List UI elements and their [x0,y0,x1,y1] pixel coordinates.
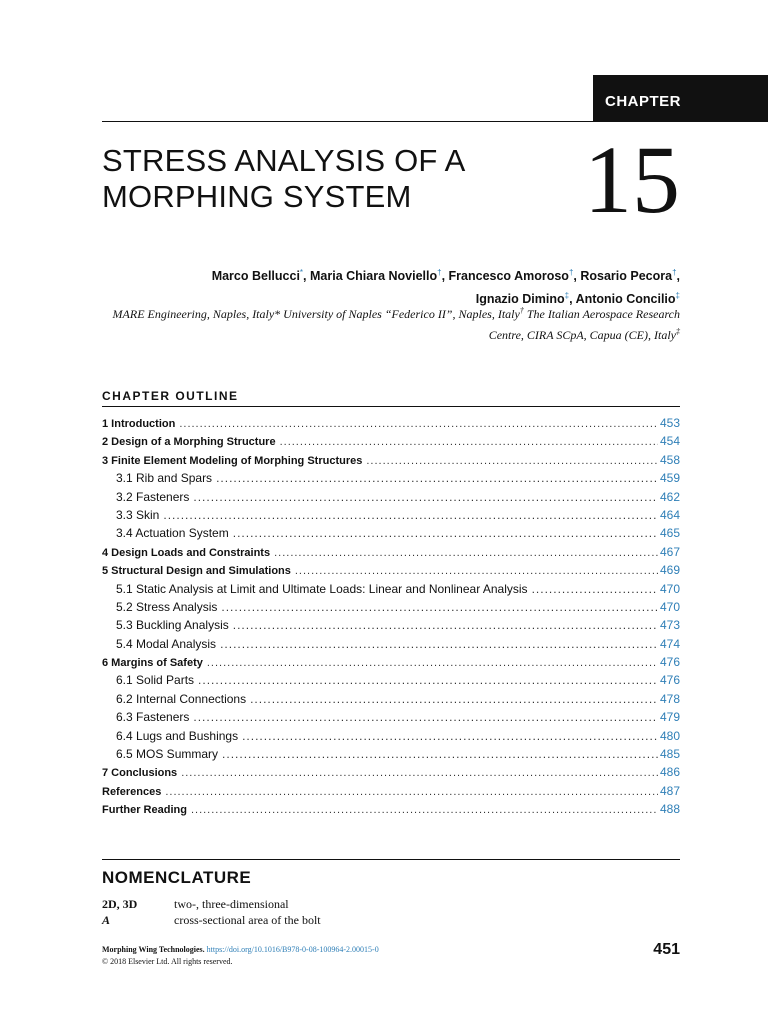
toc-entry-label: 5.1 Static Analysis at Limit and Ultimate Loads: Linear and Nonlinear Analysis [116,581,528,596]
toc-leader [193,488,658,506]
author-name: Marco Bellucci [211,269,300,284]
outline-rule [102,406,680,407]
toc-page-link[interactable]: 476 [659,673,680,688]
author-mark[interactable]: ‡ [564,291,570,301]
toc-page-link[interactable]: 476 [659,655,680,670]
toc-page-link[interactable]: 462 [659,489,680,504]
toc-entry-label: 1 Introduction [102,418,176,430]
toc-page-link[interactable]: 458 [659,452,680,467]
toc-leader [233,524,658,542]
toc-leader [295,562,658,579]
nomenclature-symbol: A [102,913,111,927]
nomenclature-definition: cross-sectional area of the bolt [174,913,321,927]
toc-entry[interactable] [102,432,680,450]
toc-page-link[interactable]: 488 [659,802,680,817]
toc-leader [233,616,658,634]
toc-page-link[interactable]: 486 [659,765,680,780]
toc-leader [191,801,658,818]
author-list: Marco Bellucci*, Maria Chiara Noviello†, Francesco Amoroso†, Rosario Pecora†, Ignazio Dimino‡, Antonio Concilio‡ [211,268,680,307]
toc-leader [207,654,658,671]
toc-entry-label: Further Reading [102,804,187,817]
toc-leader [280,433,658,450]
nomenclature-symbol: 2D, 3D [102,897,138,911]
nomenclature-heading: NOMENCLATURE [102,868,252,887]
author-name: Maria Chiara Noviello [310,269,438,284]
toc-page-link[interactable]: 454 [659,434,680,449]
affiliation-text: The Italian Aerospace Research [523,307,680,321]
toc-leader [181,764,658,781]
toc-leader [193,708,658,726]
toc-entry[interactable] [102,524,680,542]
nomenclature-definition: two-, three-dimensional [174,897,289,911]
author-mark[interactable]: † [672,268,677,277]
toc-page-link[interactable]: 474 [659,636,680,651]
author-name: Rosario Pecora [580,269,673,284]
outline-heading: CHAPTER OUTLINE [102,389,239,403]
toc-page-link[interactable]: 470 [659,599,680,614]
toc-entry-label: 6.4 Lugs and Bushings [116,728,239,743]
toc-entry-label: References [102,785,162,798]
nomenclature-row [102,896,289,912]
author-name: Ignazio Dimino [475,292,565,307]
toc-leader [222,745,658,763]
toc-entry-label: 5.3 Buckling Analysis [116,618,229,633]
toc-entry[interactable] [102,414,680,432]
table-of-contents [102,414,680,819]
toc-page-link[interactable]: 459 [659,471,680,486]
toc-entry[interactable] [102,800,680,818]
nomenclature-rule [102,859,680,860]
toc-leader [198,671,658,689]
chapter-tab-label: CHAPTER [605,93,682,110]
toc-entry-label: 3.1 Rib and Spars [116,471,213,486]
affiliation-mark: ‡ [676,327,680,336]
nomenclature-row [102,912,321,928]
toc-page-link[interactable]: 487 [659,783,680,798]
toc-leader [179,415,658,432]
toc-entry-label: 3.3 Skin [116,507,160,522]
toc-entry[interactable] [102,543,680,561]
toc-leader [221,598,658,616]
toc-entry[interactable] [102,451,680,469]
author-mark[interactable]: † [568,268,574,277]
toc-leader [250,690,658,708]
chapter-title [102,143,562,215]
toc-page-link[interactable]: 470 [659,581,680,596]
toc-leader [163,506,658,524]
toc-leader [274,544,658,561]
toc-entry-label: 3.4 Actuation System [116,526,229,541]
affiliation-text: MARE Engineering, Naples, Italy* University of Naples “Federico II”, Naples, Italy [112,307,520,321]
doi-link[interactable]: https://doi.org/10.1016/B978-0-08-100964-2.00015-0 [206,945,379,954]
toc-entry-label: 4 Design Loads and Constraints [102,546,271,559]
toc-entry[interactable] [102,616,680,634]
chapter-title-line1: STRESS ANALYSIS OF A [102,143,466,178]
toc-page-link[interactable]: 479 [659,710,680,725]
toc-page-link[interactable]: 465 [659,526,680,541]
toc-entry[interactable] [102,727,680,745]
toc-leader [366,452,658,469]
toc-page-link[interactable]: 469 [659,563,680,578]
toc-page-link[interactable]: 478 [659,691,680,706]
toc-entry-label: 3.2 Fasteners [116,489,190,504]
toc-entry[interactable] [102,671,680,689]
toc-entry-label: 5.4 Modal Analysis [116,636,217,651]
author-name: Francesco Amoroso [448,269,569,284]
toc-entry[interactable] [102,469,680,487]
toc-entry[interactable] [102,561,680,579]
toc-entry[interactable] [102,653,680,671]
toc-entry[interactable] [102,506,680,524]
book-title: Morphing Wing Technologies. [102,945,205,954]
affiliation-mark: † [519,306,524,315]
toc-page-link[interactable]: 467 [659,544,680,559]
toc-entry-label: 5 Structural Design and Simulations [102,565,291,578]
toc-leader [165,783,658,800]
toc-entry-label: 3 Finite Element Modeling of Morphing Structures [102,454,363,467]
toc-page-link[interactable]: 464 [659,507,680,522]
toc-leader [220,635,658,653]
author-mark[interactable]: * [299,268,304,277]
author-name: Antonio Concilio [575,292,676,307]
toc-entry[interactable] [102,690,680,708]
toc-entry-label: 6.1 Solid Parts [116,673,195,688]
toc-entry[interactable] [102,763,680,781]
toc-page-link[interactable]: 453 [659,416,680,430]
toc-page-link[interactable]: 485 [659,747,680,762]
toc-page-link[interactable]: 473 [659,618,680,633]
chapter-number: 15 [584,126,680,233]
toc-entry[interactable] [102,488,680,506]
author-mark[interactable]: † [437,268,442,277]
toc-entry[interactable] [102,708,680,726]
chapter-title-line2: MORPHING SYSTEM [102,179,412,214]
affiliation-text: Centre, CIRA SCpA, Capua (CE), Italy [488,328,676,342]
toc-entry-label: 6 Margins of Safety [102,657,203,670]
copyright-notice: © 2018 Elsevier Ltd. All rights reserved. [102,957,233,966]
toc-entry[interactable] [102,635,680,653]
toc-entry[interactable] [102,598,680,616]
toc-page-link[interactable]: 480 [659,728,680,743]
page-number: 451 [653,941,680,958]
toc-entry[interactable] [102,580,680,598]
toc-entry[interactable] [102,782,680,800]
toc-entry-label: 7 Conclusions [102,767,178,780]
toc-entry-label: 6.3 Fasteners [116,710,190,725]
toc-leader [216,469,658,487]
affiliations [102,302,680,344]
author-mark[interactable]: ‡ [675,291,680,301]
chapter-tab [593,75,768,122]
toc-leader [242,727,658,745]
toc-leader [532,580,658,598]
toc-entry-label: 6.5 MOS Summary [116,747,219,762]
page-footer [102,944,379,968]
toc-entry-label: 6.2 Internal Connections [116,691,247,706]
toc-entry-label: 5.2 Stress Analysis [116,599,218,614]
toc-entry-label: 2 Design of a Morphing Structure [102,436,276,449]
toc-entry[interactable] [102,745,680,763]
